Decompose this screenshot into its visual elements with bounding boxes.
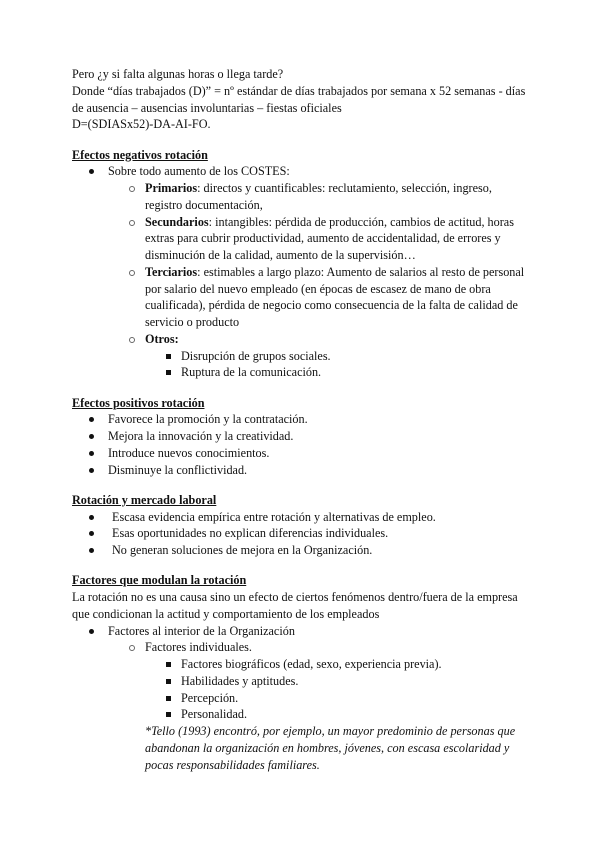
line-text: Factores biográficos (edad, sexo, experiencia previa).	[181, 657, 442, 671]
heading-text: Factores que modulan la rotación	[72, 573, 247, 588]
text-line	[72, 230, 542, 247]
list-item	[72, 163, 542, 180]
list-item	[72, 623, 542, 640]
line-text: No generan soluciones de mejora en la Organización.	[112, 543, 373, 557]
list-item	[72, 542, 542, 559]
line-text: D=(SDIASx52)-DA-AI-FO.	[72, 117, 211, 132]
bold-term: Otros:	[145, 331, 179, 346]
list-item	[72, 264, 542, 281]
list-item	[72, 673, 542, 690]
bold-term: Secundarios	[145, 214, 209, 229]
text-line	[72, 66, 542, 83]
blank-line	[72, 381, 542, 395]
list-item	[72, 428, 542, 445]
line-text: de ausencia – ausencias involuntarias – fiestas oficiales	[72, 100, 342, 115]
text-line	[72, 116, 542, 133]
text-line	[72, 297, 542, 314]
document-page	[72, 66, 542, 773]
line-text: Ruptura de la comunicación.	[181, 365, 322, 380]
text-line	[72, 589, 542, 606]
list-item	[72, 180, 542, 197]
text-line	[72, 606, 542, 623]
list-item	[72, 331, 542, 348]
line-text: cualificada), pérdida de negocio como consecuencia de la falta de calidad de	[145, 298, 518, 313]
line-text: que condicionan la actitud y comportamiento de los empleados	[72, 606, 380, 621]
line-text: : directos y cuantificables: reclutamiento, selección, ingreso,	[197, 181, 492, 195]
list-item	[72, 214, 542, 231]
line-text: pocas responsabilidades familiares.	[145, 757, 320, 772]
text-line	[72, 247, 542, 264]
line-text: extras para cubrir productividad, aumento de accidentalidad, de errores y	[145, 231, 501, 246]
text-line	[72, 740, 542, 757]
list-item	[72, 690, 542, 707]
bold-term: Terciarios	[145, 264, 198, 279]
list-item	[72, 509, 542, 526]
line-text: disminución de la calidad, aumento de la supervisión…	[145, 248, 416, 262]
line-text: Mejora la innovación y la creatividad.	[108, 429, 294, 443]
line-text: Pero ¿y si falta algunas horas o llega tarde?	[72, 67, 284, 81]
list-item	[72, 639, 542, 656]
list-item	[72, 656, 542, 673]
list-item	[72, 411, 542, 428]
heading-text: Efectos positivos rotación	[72, 395, 205, 410]
list-item	[72, 445, 542, 462]
section-heading	[72, 147, 542, 164]
line-text: : intangibles: pérdida de producción, cambios de actitud, horas	[208, 214, 514, 229]
blank-line	[72, 133, 542, 147]
list-item	[72, 348, 542, 365]
line-text: Esas oportunidades no explican diferencias individuales.	[112, 526, 389, 541]
line-text: servicio o producto	[145, 315, 240, 329]
section-heading	[72, 492, 542, 509]
line-text: La rotación no es una causa sino un efecto de ciertos fenómenos dentro/fuera de la empresa	[72, 590, 518, 604]
line-text: Habilidades y aptitudes.	[181, 673, 299, 688]
text-line	[72, 197, 542, 214]
bold-term: Primarios	[145, 181, 198, 195]
text-line	[72, 100, 542, 117]
list-item	[72, 364, 542, 381]
line-text: Escasa evidencia empírica entre rotación y alternativas de empleo.	[112, 509, 436, 524]
section-heading	[72, 572, 542, 589]
line-text: Factores individuales.	[145, 640, 252, 655]
line-text: Percepción.	[181, 690, 239, 705]
line-text: *Tello (1993) encontró, por ejemplo, un mayor predominio de personas que	[145, 724, 516, 738]
line-text: : estimables a largo plazo: Aumento de salarios al resto de personal	[197, 264, 525, 279]
list-item	[72, 525, 542, 542]
blank-line	[72, 559, 542, 573]
line-text: Personalidad.	[181, 707, 248, 722]
text-line	[72, 314, 542, 331]
line-text: Disrupción de grupos sociales.	[181, 348, 331, 363]
heading-text: Rotación y mercado laboral	[72, 492, 217, 507]
line-text: Disminuye la conflictividad.	[108, 462, 248, 477]
text-line	[72, 281, 542, 298]
section-heading	[72, 395, 542, 412]
text-line	[72, 723, 542, 740]
line-text: Introduce nuevos conocimientos.	[108, 445, 270, 460]
blank-line	[72, 478, 542, 492]
list-item	[72, 706, 542, 723]
line-text: registro documentación,	[145, 197, 263, 212]
list-item	[72, 462, 542, 479]
heading-text: Efectos negativos rotación	[72, 147, 208, 162]
line-text: abandonan la organización en hombres, jóvenes, con escasa escolaridad y	[145, 740, 510, 755]
line-text: Favorece la promoción y la contratación.	[108, 412, 308, 427]
line-text: Factores al interior de la Organización	[108, 623, 295, 638]
line-text: Sobre todo aumento de los COSTES:	[108, 164, 290, 179]
line-text: Donde “días trabajados (D)” = nº estándar de días trabajados por semana x 52 semanas - días	[72, 83, 526, 98]
text-line	[72, 83, 542, 100]
text-line	[72, 757, 542, 774]
line-text: por salario del nuevo empleado (en épocas de escasez de mano de obra	[145, 281, 491, 296]
